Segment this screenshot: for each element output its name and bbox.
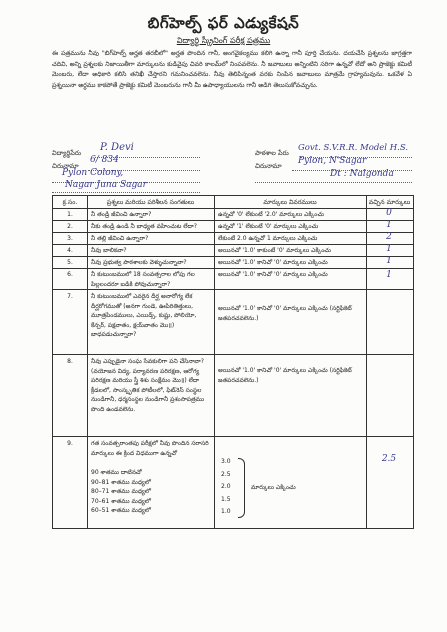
grade-line: 90–81 శాతము మధ్యలో — [91, 478, 151, 486]
row-divider — [53, 436, 413, 437]
school-address-value-2[interactable]: Dt : Nalgonda — [330, 169, 394, 179]
row-7-sno: 7. — [67, 293, 73, 300]
row-5-sno: 5. — [67, 259, 73, 266]
address-value-2[interactable]: Pylon Colony, — [62, 168, 124, 178]
row-4-sno: 4. — [67, 247, 73, 254]
row-divider — [53, 220, 413, 221]
grade-score: 1.5 — [221, 495, 231, 503]
grade-score: 1.0 — [221, 508, 231, 516]
address-label: చిరునామా — [52, 162, 79, 170]
row-2-sno: 2. — [67, 223, 73, 230]
row-6-mark[interactable]: 1 — [386, 270, 392, 280]
grade-brace — [238, 458, 245, 518]
row-5-mark[interactable]: 1 — [386, 256, 392, 266]
school-address-label: చిరునామా — [255, 162, 282, 170]
document-subtitle: విద్యార్థి స్క్రీనింగ్ పరీక్ష పత్రము — [176, 36, 271, 45]
school-address-value-1[interactable]: Pylon, N'Sagar — [298, 156, 367, 166]
column-divider — [87, 196, 88, 528]
header-marks: వచ్చిన మార్కులు — [368, 199, 411, 206]
row-1-sno: 1. — [67, 211, 73, 218]
grade-line: 70–61 శాతము మధ్యలో — [91, 497, 151, 505]
grade-score: 2.0 — [221, 483, 231, 491]
row-4-scoring: అయినచో '1.0' కాకుంటే '0' మార్కులు ఎక్కించు — [218, 247, 331, 254]
row-9-scoring: మార్కులు ఎక్కించు — [251, 484, 296, 491]
grade-list — [91, 468, 211, 516]
screening-table — [52, 195, 414, 529]
row-divider — [53, 244, 413, 245]
grade-score: 2.5 — [221, 470, 231, 478]
row-4-question: నీవు బాలికవా? — [91, 247, 127, 254]
row-divider — [53, 354, 413, 355]
row-9-question: గత సంవత్సరాంతపు పరీక్షలో నీవు పొందిన సరాసరి మార్కులు ఈ క్రింద విధముగా ఉన్నచో — [91, 440, 209, 457]
row-1-question: నీ తండ్రి జీవించి ఉన్నారా? — [91, 211, 152, 218]
row-8-scoring: అయినచో '1.0' కానిచో '0' మార్కులు ఎక్కించు (సర్టిఫికెట్ జతపరచవలెను.) — [218, 367, 352, 384]
row-divider — [53, 268, 413, 269]
row-7-scoring: అయినచో '1.0' కానిచో '0' మార్కులు ఎక్కించు (సర్టిఫికెట్ జతపరచవలెను.) — [218, 305, 352, 322]
row-3-mark[interactable]: 2 — [386, 232, 392, 242]
column-divider — [214, 196, 215, 528]
grade-line: 80–71 శాతము మధ్యలో — [91, 488, 151, 495]
row-6-sno: 6. — [67, 271, 73, 278]
address-value-1[interactable]: 6/ 834 — [90, 155, 119, 165]
row-divider — [53, 289, 413, 290]
school-name-value[interactable]: Govt. S.V.R.R. Model H.S. — [298, 143, 409, 153]
row-8-sno: 8. — [67, 358, 73, 365]
instructions-paragraph: ఈ పత్రమును నీవు "బిగ్‌హెల్ప్ అర్హత తరబీలో" అర్హత పొందిన గానీ, అంగవైకల్యము కలిగి ఉన్నా గానీ పూర్తి చేయను. దయచేసి ప్రశ్నలను జాగ్రత్తగా చదివి, అన్ని ప్రశ్నలకు నిజాయితీగా మార్కులను కుడివైపు చివరి కాలమ్‌లో నింపవలెను. నీ జవాబులు అన్నింటిని సరిగా ఉన్నవో లేదో అని ప్రాజెక్టు కమిటీ మెంబరు, లేదా అధికారి కలిసి తనిఖీ చేస్తారని గమనించవలెను. నీవు తెలిపిన్నంత వరకు నింపిన జవాబులు మాత్రమే గ్రాహ్యమవును. ఒకవేళ ఏ ప్రశ్నయినా అర్థము కాకపోతే ప్రాజెక్టు కమిటీ మెంబరును గానీ మీ ఉపాధ్యాయులను గానీ అడిగి తెలుసుకోవచ్చును. — [52, 50, 412, 89]
address-value-3[interactable]: Nagar Juna Sagar — [65, 180, 147, 190]
header-scoring: మార్కులు వివరములు — [263, 199, 317, 206]
grade-score: 3.0 — [221, 458, 231, 465]
row-divider — [53, 208, 413, 209]
row-5-question: నీవు ప్రభుత్వ పాఠశాలకు వెళ్ళుచున్నావా? — [91, 259, 187, 266]
row-8-question: నీవు ఎప్పుడైనా సంఘ సేవకులిగా పని చేసినావా? (వయోజన విద్య, పర్యావరణ పరిరక్షణ, ఆరోగ్య పరిరక్షణ మరియు స్త్రీ శిశు సంక్షేమం మొ॥) లేదా క్రీడలలో, సాంస్కృతిక పోటీలలో, ఫిట్‌నెస్ సంస్థల నుండిగానీ, ధర్మసంస్థల నుండిగానీ ప్రశంసాపత్రము పొంది ఉండవలెను. — [91, 358, 205, 413]
header-sno: క్ర.సం. — [62, 199, 78, 206]
row-6-scoring: అయినచో '1.0' కానిచో '0' మార్కులు ఎక్కించు — [218, 271, 328, 278]
row-7-question: నీ కుటుంబములో ఎవరైన దీర్ఘ అనారోగ్య లేక దీర్ఘరోగముతో (అనగా గుండె, ఊపిరితిత్తులు, మూత్రపిండములు, ఎయిడ్స్, కుష్టు, పోలియో, కేన్సర్, పక్షవాతం, క్షయ్‌వాతం మొ॥) బాధపడుచున్నారా? — [91, 293, 197, 338]
grade-score-list — [221, 456, 231, 519]
row-1-mark[interactable]: 0 — [386, 208, 392, 218]
school-name-label: పాఠశాల పేరు — [255, 149, 289, 157]
document-title: బిగ్‌హెల్ప్ ఫర్ ఎడ్యుకేషన్ — [147, 14, 300, 32]
grade-line: 60–51 శాతము మధ్యలో — [91, 507, 151, 514]
row-divider — [53, 256, 413, 257]
grade-line: 90 శాతము దాటినచో — [91, 469, 142, 476]
row-2-scoring: ఉన్నచో '1' లేకుంటే '0' మార్కులు ఎక్కించు — [218, 223, 319, 230]
row-4-mark[interactable]: 1 — [386, 244, 392, 254]
row-9-sno: 9. — [67, 440, 73, 447]
row-9-mark[interactable]: 2.5 — [381, 454, 397, 464]
row-1-scoring: ఉన్నచో '0' లేకుంటే '2.0' మార్కులు ఎక్కించు — [218, 211, 324, 218]
student-name-value[interactable]: P. Devi — [100, 142, 134, 153]
row-2-question: నీకు తండ్రి ఉండి నీ బాధ్యత వహించుట లేదా? — [91, 223, 197, 230]
row-5-scoring: అయినచో '1.0' కానిచో '0' మార్కులు ఎక్కించు — [218, 259, 328, 266]
row-2-mark[interactable]: 1 — [386, 220, 392, 230]
school-address-line-2 — [255, 182, 412, 183]
row-3-sno: 3. — [67, 235, 73, 242]
address-line-3 — [52, 192, 200, 193]
row-3-question: నీ తల్లి జీవించి ఉన్నారా? — [91, 235, 149, 242]
student-name-label: విద్యార్థిపేరు — [52, 149, 81, 157]
row-6-question: నీ కుటుంబములో 18 సంవత్సరాల లోపు గల పిల్లలందరూ బడికి పోవుచున్నారా? — [91, 271, 195, 288]
row-divider — [53, 232, 413, 233]
header-question: ప్రశ్నలు మరియు పరిశీలన సంగతులు — [106, 199, 195, 206]
row-3-scoring: లేకుంటే 2.0 ఉన్నచో 1 మార్కులు ఎక్కించు — [218, 235, 318, 242]
